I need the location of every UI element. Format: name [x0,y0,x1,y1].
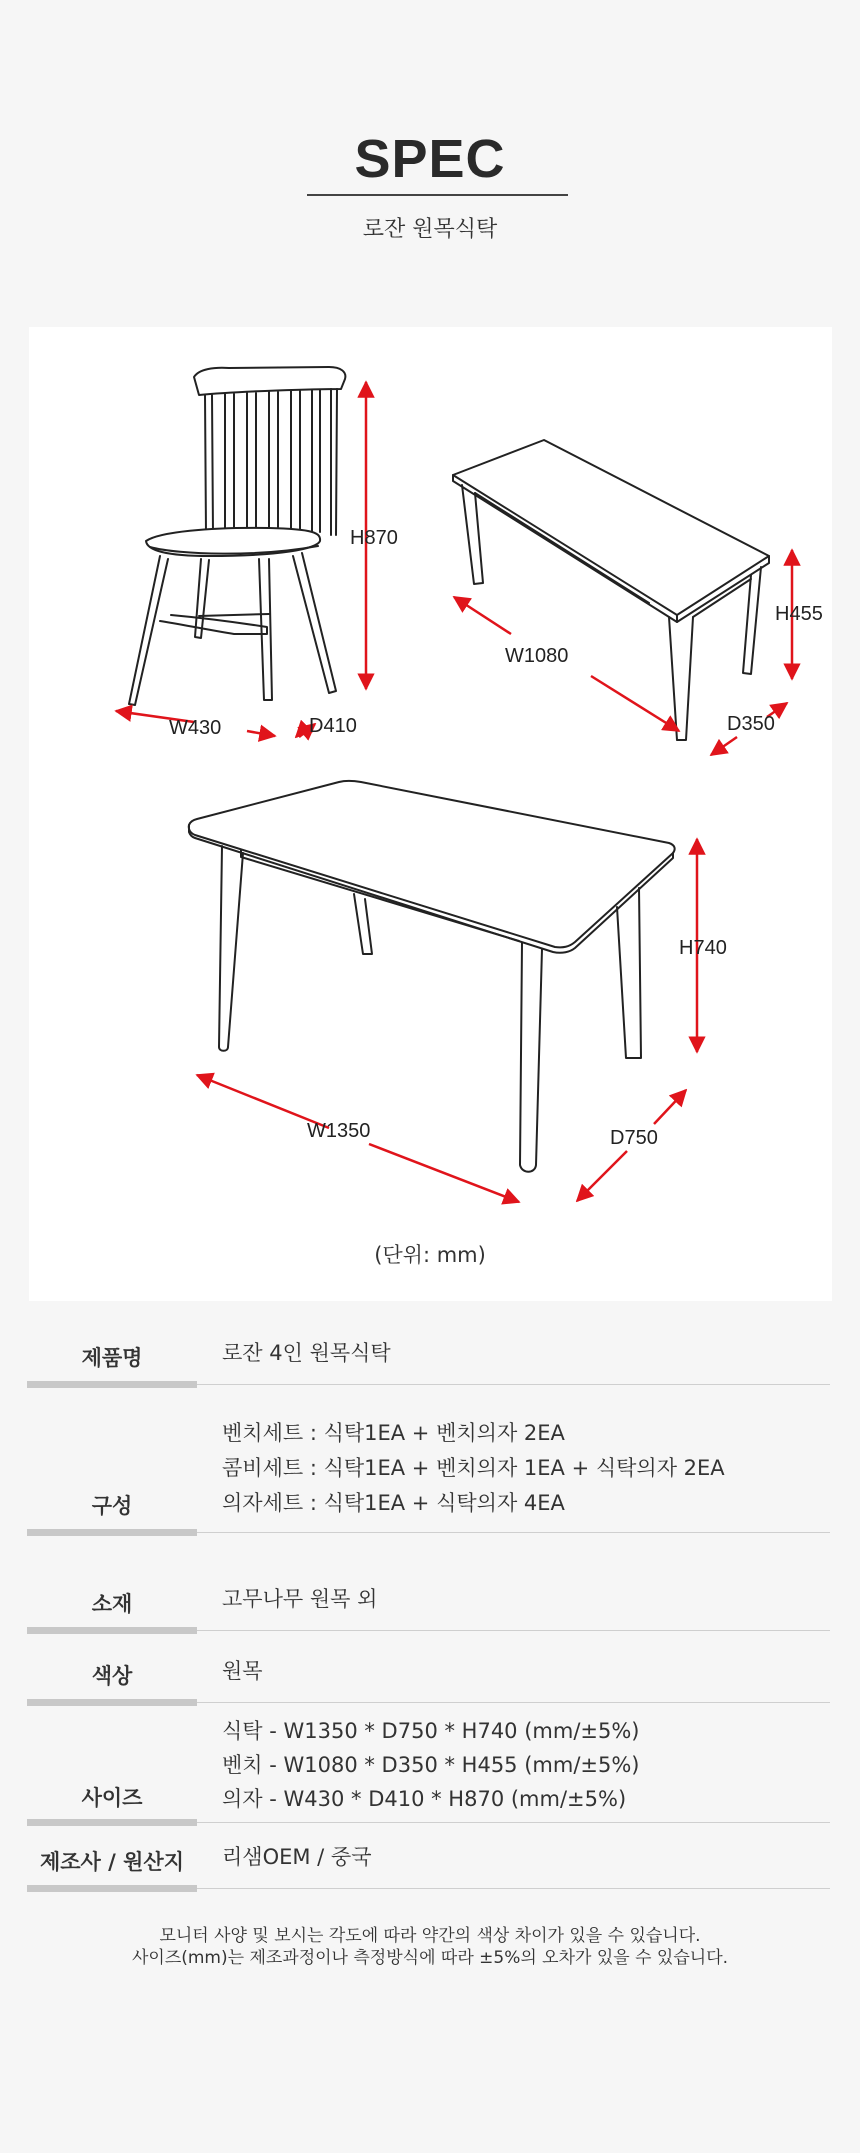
page-title: SPEC [354,129,506,189]
chair-drawing [129,367,345,705]
spec-key: 소재 [91,1592,133,1616]
spec-value-line: 벤치 - W1080 * D350 * H455 (mm/±5%) [222,1753,640,1777]
spec-row-manufacturer-origin [27,1824,830,1889]
unit-label: (단위: mm) [374,1243,486,1267]
spec-key: 제품명 [81,1346,143,1370]
spec-value-line: 로잔 4인 원목식탁 [222,1341,391,1365]
bench-height-label: H455 [775,603,823,625]
spec-value-line: 콤비세트 : 식탁1EA + 벤치의자 1EA + 식탁의자 2EA [222,1456,725,1480]
table-height-label: H740 [679,937,727,959]
dimension-diagram [29,327,832,1301]
product-subtitle: 로잔 원목식탁 [362,217,498,242]
spec-value-line: 의자 - W430 * D410 * H870 (mm/±5%) [222,1787,627,1811]
spec-key: 사이즈 [81,1786,143,1810]
spec-value-line: 벤치세트 : 식탁1EA + 벤치의자 2EA [222,1421,565,1445]
spec-key: 구성 [91,1494,133,1518]
spec-value-line: 의자세트 : 식탁1EA + 식탁의자 4EA [222,1491,565,1515]
bench-depth-label: D350 [727,713,775,735]
dimension-diagram-panel [29,327,832,1301]
spec-value-line: 고무나무 원목 외 [222,1587,378,1611]
spec-value-line: 리샘OEM / 중국 [222,1845,372,1869]
chair-dimension-arrows [116,382,366,737]
spec-key-bar [27,1885,197,1892]
spec-value-line: 원목 [222,1659,263,1683]
spec-value-line: 식탁 - W1350 * D750 * H740 (mm/±5%) [222,1719,640,1743]
table-drawing [189,781,675,1172]
bench-width-label: W1080 [505,645,569,667]
spec-key: 제조사 / 원산지 [39,1850,184,1874]
table-depth-label: D750 [610,1127,658,1149]
bench-drawing [453,440,769,740]
title-divider [307,194,568,196]
spec-row-product-name [27,1330,830,1385]
spec-row-material [27,1534,830,1631]
disclaimer-size: 사이즈(mm)는 제조과정이나 측정방식에 따라 ±5%의 오차가 있을 수 있습니다. [131,1948,729,1968]
disclaimer-color: 모니터 사양 및 보시는 각도에 따라 약간의 색상 차이가 있을 수 있습니다. [159,1926,701,1946]
chair-depth-label: D410 [309,715,357,737]
spec-row-composition [27,1386,830,1533]
spec-row-color [27,1632,830,1703]
spec-row-size [27,1704,830,1823]
table-width-label: W1350 [307,1120,371,1142]
chair-width-label: W430 [169,717,222,739]
spec-key: 색상 [91,1664,133,1688]
chair-height-label: H870 [350,527,398,549]
